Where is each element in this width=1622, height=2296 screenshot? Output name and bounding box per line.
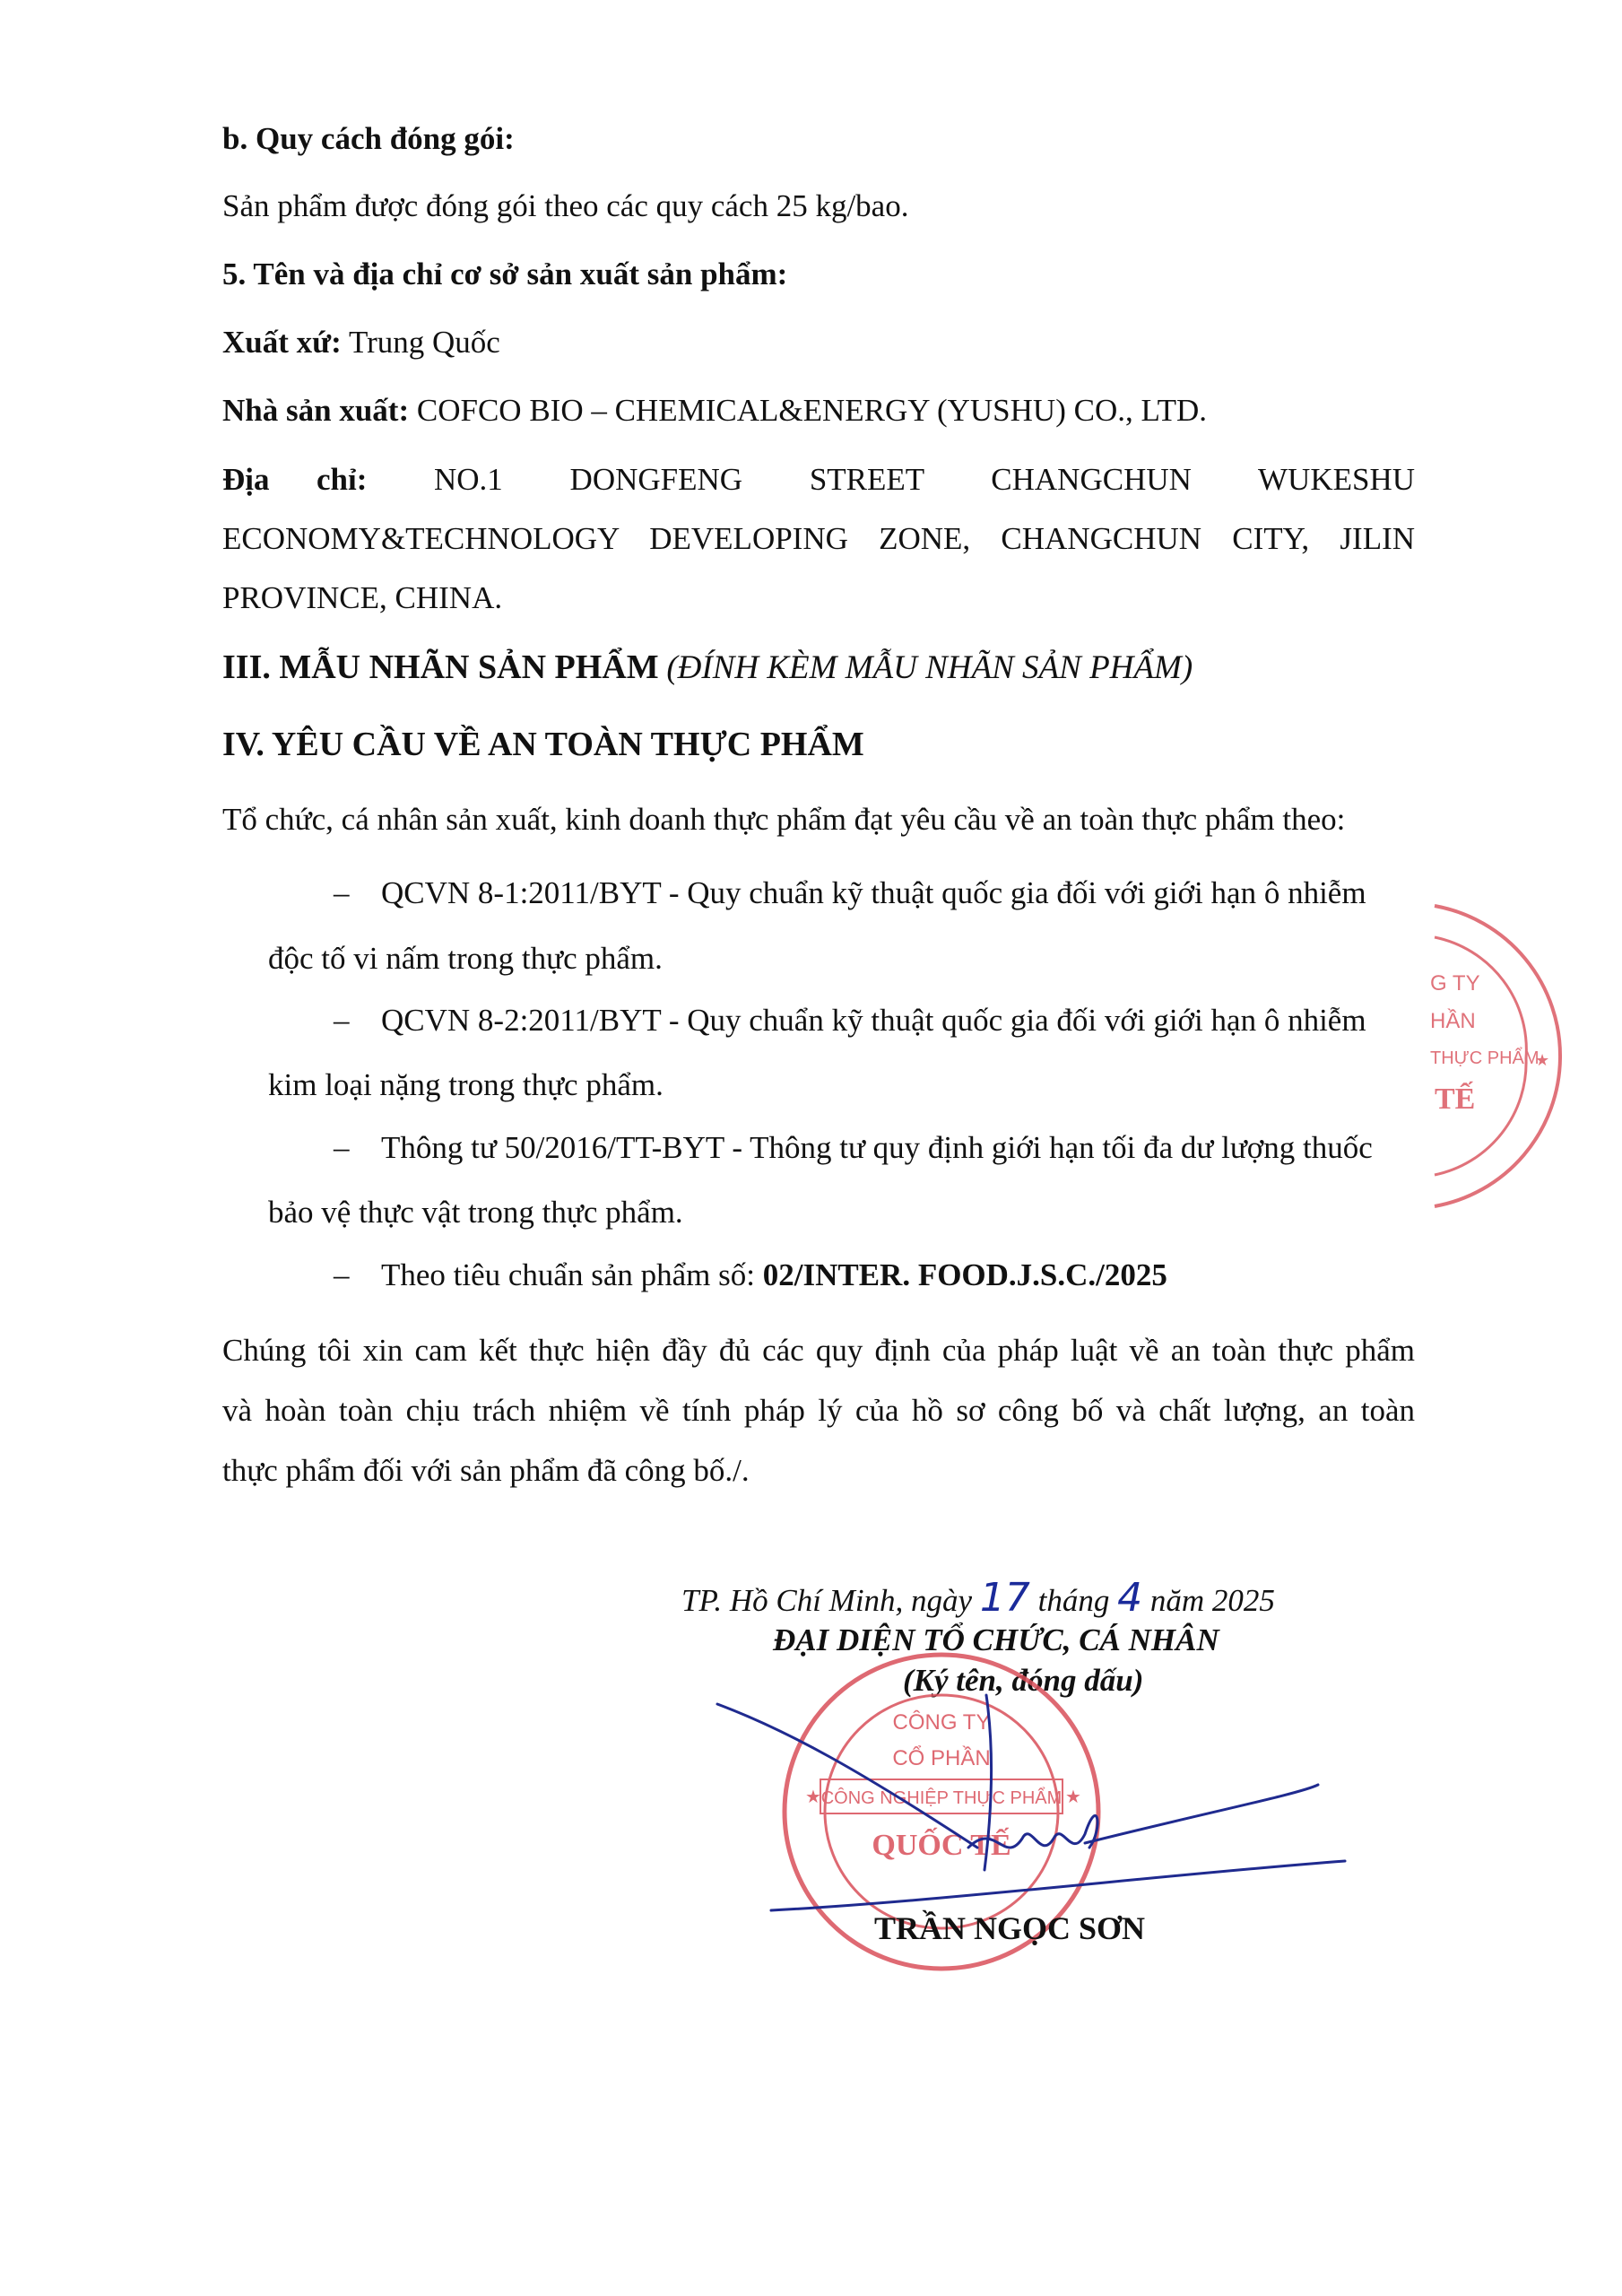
stamp-line-1: CÔNG TY: [892, 1710, 991, 1735]
side-stamp: [1430, 906, 1560, 1206]
commitment-line-2: và hoàn toàn chịu trách nhiệm về tính pháp lý của hồ sơ công bố và chất lượng, an toàn: [222, 1393, 1415, 1428]
stamp-line-3: CÔNG NGHIỆP THỰC PHẨM: [820, 1788, 1063, 1808]
section-5-heading: 5. Tên và địa chỉ cơ sở sản xuất sản phẩm:: [222, 257, 788, 291]
star-icon: ★: [1535, 1051, 1550, 1070]
representative-title: ĐẠI DIỆN TỔ CHỨC, CÁ NHÂN: [773, 1622, 1219, 1657]
maker-value: COFCO BIO – CHEMICAL&ENERGY (YUSHU) CO., LTD.: [416, 393, 1208, 428]
origin-value: Trung Quốc: [348, 325, 500, 360]
star-icon: ★: [805, 1786, 821, 1807]
address-line-3: PROVINCE, CHINA.: [222, 580, 503, 615]
regulation-text-1: QCVN 8-1:2011/BYT - Quy chuẩn kỹ thuật quốc gia đối với giới hạn ô nhiễm: [381, 875, 1366, 910]
date-month-label: tháng: [1037, 1583, 1110, 1618]
dash-mark: –: [334, 875, 350, 910]
regulation-text-2: bảo vệ thực vật trong thực phẩm.: [268, 1195, 683, 1230]
section-b-text: Sản phẩm được đóng gói theo các quy cách 25 kg/bao.: [222, 188, 909, 223]
standard-code: 02/INTER. FOOD.J.S.C./2025: [762, 1257, 1167, 1292]
address-label: Địa chỉ:: [222, 462, 368, 497]
side-stamp-line-2: HẦN: [1430, 1009, 1476, 1033]
dash-mark: –: [334, 1130, 350, 1165]
regulation-text-2: kim loại nặng trong thực phẩm.: [268, 1067, 664, 1102]
section-iv-heading: IV. YÊU CẦU VỀ AN TOÀN THỰC PHẨM: [222, 726, 864, 763]
date-month: 4: [1117, 1575, 1143, 1621]
side-stamp-line-1: G TY: [1430, 971, 1480, 996]
section-iv-intro: Tổ chức, cá nhân sản xuất, kinh doanh thực phẩm đạt yêu cầu về an toàn thực phẩm theo:: [222, 802, 1346, 837]
section-iii-heading: III. MẪU NHÃN SẢN PHẨM: [222, 648, 659, 686]
regulation-text-1: Thông tư 50/2016/TT-BYT - Thông tư quy định giới hạn tối đa dư lượng thuốc: [381, 1130, 1373, 1165]
section-b-heading: b. Quy cách đóng gói:: [222, 121, 515, 156]
sign-note: (Ký tên, đóng dấu): [903, 1663, 1144, 1698]
maker-label: Nhà sản xuất:: [222, 393, 410, 428]
dash-mark: –: [334, 1257, 350, 1292]
regulation-text-1: QCVN 8-2:2011/BYT - Quy chuẩn kỹ thuật quốc gia đối với giới hạn ô nhiễm: [381, 1003, 1366, 1038]
regulation-text-2: độc tố vi nấm trong thực phẩm.: [268, 941, 663, 976]
signer-name: TRẦN NGỌC SƠN: [874, 1910, 1146, 1946]
date-day: 17: [979, 1575, 1030, 1621]
commitment-line-1: Chúng tôi xin cam kết thực hiện đầy đủ các quy định của pháp luật về an toàn thực phẩm: [222, 1333, 1415, 1368]
stamp-line-2: CỔ PHẦN: [892, 1746, 991, 1770]
stamp-line-4: QUỐC TẾ: [872, 1829, 1011, 1862]
star-icon: ★: [1065, 1786, 1081, 1807]
dash-mark: –: [334, 1003, 350, 1038]
address-line-2: ECONOMY&TECHNOLOGY DEVELOPING ZONE, CHANGCHUN CITY, JILIN: [222, 521, 1415, 556]
side-stamp-line-4: TẾ: [1435, 1083, 1476, 1116]
date-year: năm 2025: [1149, 1583, 1275, 1618]
commitment-line-3: thực phẩm đối với sản phẩm đã công bố./.: [222, 1453, 750, 1488]
origin-label: Xuất xứ:: [222, 325, 342, 360]
section-iii-note: (ĐÍNH KÈM MẪU NHÃN SẢN PHẨM): [666, 649, 1193, 686]
address-value-1: NO.1 DONGFENG STREET CHANGCHUN WUKESHU: [434, 462, 1415, 497]
standard-prefix: Theo tiêu chuẩn sản phẩm số:: [381, 1257, 755, 1292]
side-stamp-line-3: THỰC PHẨM: [1430, 1048, 1540, 1068]
date-place: TP. Hồ Chí Minh, ngày: [681, 1583, 973, 1618]
